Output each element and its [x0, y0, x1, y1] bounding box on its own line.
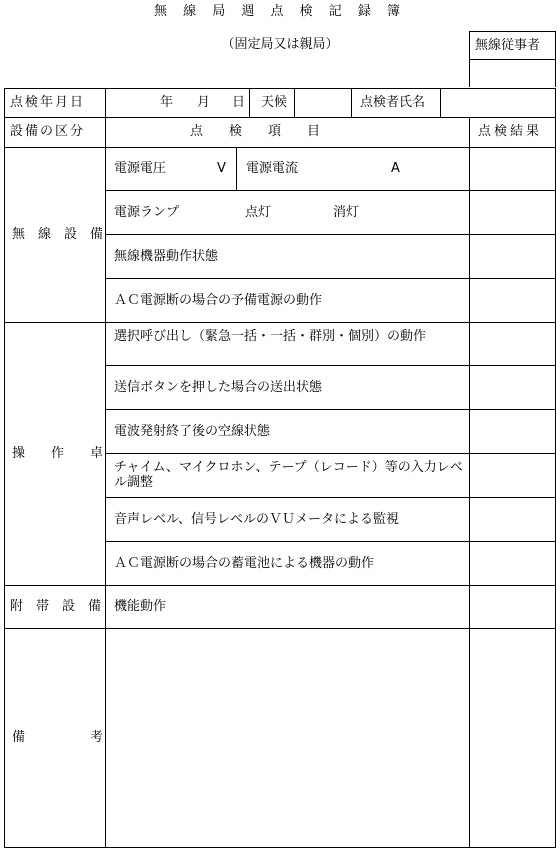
- item-current: 電源電流: [246, 161, 299, 176]
- category-header: 設備の区分: [10, 124, 86, 139]
- result-cell[interactable]: [471, 149, 554, 189]
- result-cell[interactable]: [471, 324, 554, 364]
- staff-signature-field[interactable]: [471, 61, 554, 86]
- table-border: [470, 31, 556, 32]
- table-border: [440, 88, 441, 118]
- table-border: [555, 31, 556, 87]
- lamp-on-option[interactable]: 点灯: [245, 205, 272, 220]
- item-voltage: 電源電圧: [114, 161, 167, 176]
- result-cell[interactable]: [471, 543, 554, 584]
- table-border: [469, 117, 470, 848]
- table-border: [294, 88, 295, 118]
- row-divider: [106, 409, 556, 410]
- page-subtitle: （固定局又は親局）: [221, 37, 339, 52]
- row-divider: [106, 278, 556, 279]
- table-border: [4, 847, 556, 848]
- item-backup-power: ＡＣ電源断の場合の予備電源の動作: [114, 293, 323, 308]
- table-border: [4, 117, 556, 118]
- table-border: [4, 147, 556, 148]
- result-header: 点検結果: [478, 124, 543, 139]
- item-send-button: 送信ボタンを押した場合の送出状態: [114, 380, 323, 395]
- table-border: [4, 88, 5, 848]
- month-label: 月: [197, 95, 211, 110]
- result-cell[interactable]: [471, 499, 554, 540]
- item-input-level: チャイム、マイクロホン、テープ（レコード）等の入力レベル調整: [114, 460, 463, 490]
- table-border: [105, 88, 106, 848]
- row-divider: [106, 541, 556, 542]
- table-border: [469, 31, 470, 87]
- section-divider: [4, 585, 556, 586]
- voltage-unit: V: [217, 161, 226, 176]
- weather-field[interactable]: [296, 90, 349, 116]
- result-cell[interactable]: [471, 411, 554, 452]
- item-lamp: 電源ランプ: [114, 205, 180, 220]
- day-label: 日: [232, 95, 246, 110]
- remarks-field[interactable]: [107, 630, 468, 846]
- item-selective-call: 選択呼び出し（緊急一括・一括・群別・個別）の動作: [114, 329, 427, 344]
- page-title: 無 線 局 週 点 検 記 録 簿: [153, 4, 407, 19]
- item-function: 機能動作: [114, 599, 167, 614]
- result-cell[interactable]: [471, 236, 554, 277]
- item-device-state: 無線機器動作状態: [114, 249, 219, 264]
- table-border: [249, 88, 250, 118]
- table-border: [555, 88, 556, 848]
- year-label: 年: [160, 95, 174, 110]
- remarks-result-field[interactable]: [471, 630, 554, 846]
- inspector-label: 点検者氏名: [360, 95, 426, 110]
- section-label-remarks: 備 考: [12, 730, 104, 745]
- row-divider: [106, 190, 556, 191]
- item-after-tx: 電波発射終了後の空線状態: [114, 424, 271, 439]
- row-divider: [106, 234, 556, 235]
- inspector-name-field[interactable]: [442, 90, 553, 116]
- section-divider: [4, 628, 556, 629]
- table-border: [470, 59, 556, 60]
- section-label-auxiliary: 附 帯 設 備: [10, 599, 102, 614]
- section-label-radio: 無 線 設 備: [12, 227, 104, 242]
- current-unit: A: [391, 161, 400, 176]
- date-field[interactable]: [107, 90, 247, 116]
- row-divider: [106, 365, 556, 366]
- table-border: [351, 88, 352, 118]
- table-border: [4, 88, 556, 89]
- section-divider: [4, 322, 556, 323]
- item-battery: ＡＣ電源断の場合の蓄電池による機器の動作: [114, 556, 375, 571]
- section-label-console: 操 作 卓: [12, 446, 104, 461]
- table-border: [236, 148, 237, 191]
- result-cell[interactable]: [471, 455, 554, 496]
- result-cell[interactable]: [471, 280, 554, 321]
- items-header: 点 検 項 目: [190, 124, 321, 139]
- result-cell[interactable]: [471, 367, 554, 408]
- result-cell[interactable]: [471, 192, 554, 233]
- row-divider: [106, 453, 556, 454]
- lamp-off-option[interactable]: 消灯: [333, 205, 360, 220]
- date-label: 点検年月日: [10, 95, 86, 110]
- row-divider: [106, 497, 556, 498]
- item-vu-monitor: 音声レベル、信号レベルのＶＵメータによる監視: [114, 512, 399, 527]
- result-cell[interactable]: [471, 587, 554, 627]
- staff-label: 無線従事者: [475, 38, 541, 53]
- weather-label: 天候: [261, 95, 288, 110]
